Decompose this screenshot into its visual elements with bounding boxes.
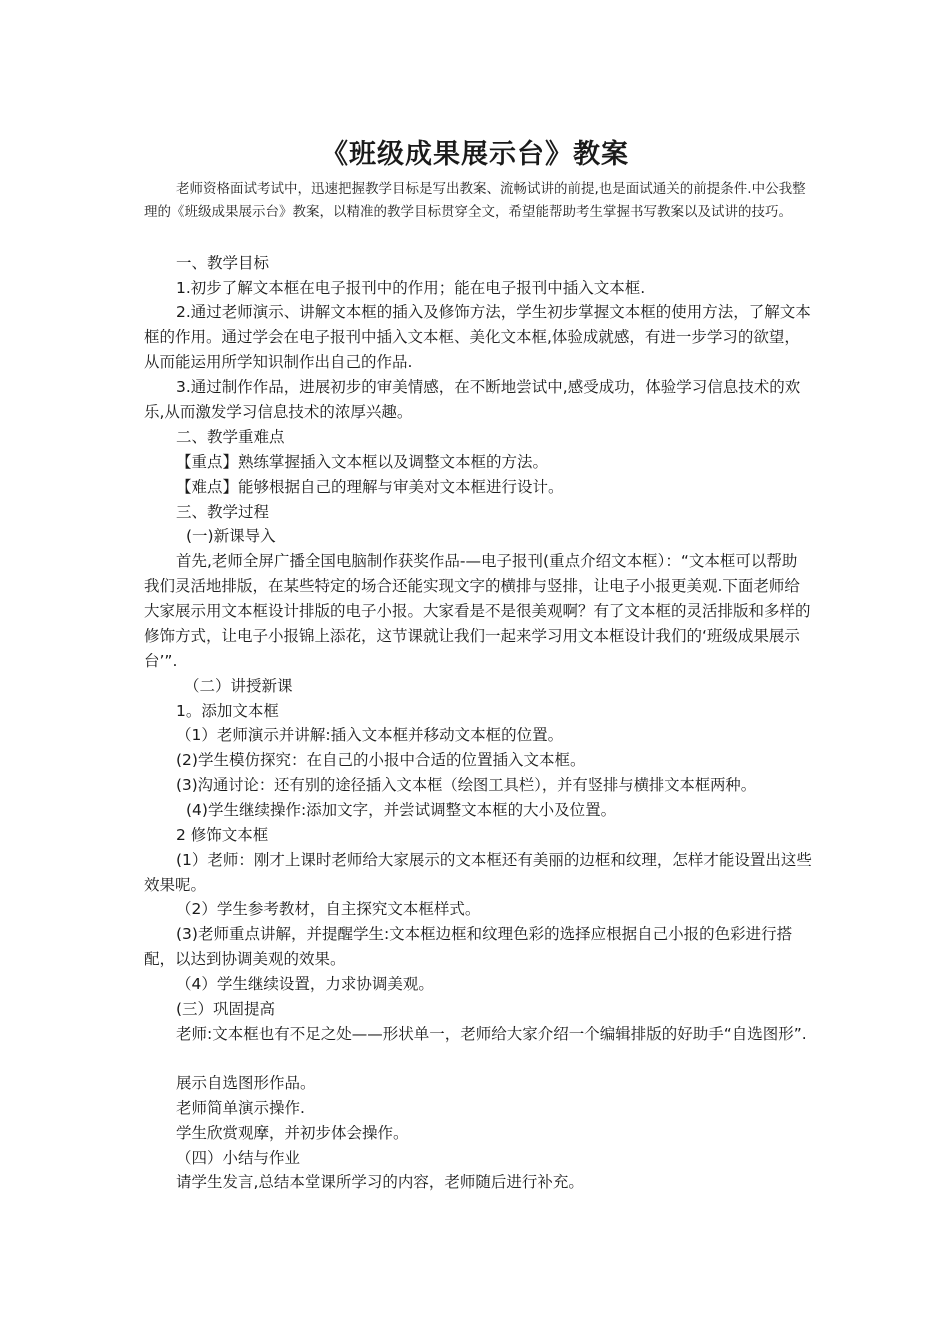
intro-text: 首先,老师全屏广播全国电脑制作获奖作品-—电子报刊(重点介绍文本框）：“文本框可以帮助我们灵活地排版，在某些特定的场合还能实现文字的横排与竖排，让电子小报更美观.下面老师给大家展示用文本框设计排版的电子小报。大家看是不是很美观啊？有了文本框的灵活排版和多样的修饰方式，让电子小报锦上添花，这节课就让我们一起来学习用文本框设计我们的‘班级成果展示台’”. <box>144 552 811 670</box>
consolidate-c: 学生欣赏观摩，并初步体会操作。 <box>176 1124 409 1142</box>
add-step-3: (3)沟通讨论：还有别的途径插入文本框（绘图工具栏），并有竖排与横排文本框两种。 <box>176 776 757 794</box>
summary-text: 请学生发言,总结本堂课所学习的内容，老师随后进行补充。 <box>176 1173 584 1191</box>
difficulty-point: 【难点】能够根据自己的理解与审美对文本框进行设计。 <box>176 478 564 496</box>
decorate-step-2: （2）学生参考教材，自主探究文本框样式。 <box>176 900 481 918</box>
subheading-new-lesson: （二）讲授新课 <box>184 677 293 695</box>
add-step-4: (4)学生继续操作:添加文字，并尝试调整文本框的大小及位置。 <box>186 801 617 819</box>
decorate-step-3: (3)老师重点讲解，并提醒学生:文本框边框和纹理色彩的选择应根据自己小报的色彩进行搭配，以达到协调美观的效果。 <box>144 925 793 968</box>
consolidate-text: 老师:文本框也有不足之处——形状单一，老师给大家介绍一个编辑排版的好助手“自选图形”. <box>176 1025 807 1043</box>
consolidate-a: 展示自选图形作品。 <box>176 1074 316 1092</box>
document-title: 《班级成果展示台》教案 <box>321 139 629 170</box>
section-heading-process: 三、教学过程 <box>176 503 270 521</box>
decorate-step-1: (1）老师：刚才上课时老师给大家展示的文本框还有美丽的边框和纹理，怎样才能设置出这些效果呢。 <box>144 851 812 894</box>
add-step-2: (2)学生模仿探究：在自己的小报中合适的位置插入文本框。 <box>176 751 586 769</box>
intro-paragraph: 老师资格面试考试中，迅速把握教学目标是写出教案、流畅试讲的前提,也是面试通关的前提条件.中公我整理的《班级成果展示台》教案，以精准的教学目标贯穿全文，希望能帮助考生掌握书写教案以及试讲的技巧。 <box>144 181 806 220</box>
decorate-textbox-heading: 2 修饰文本框 <box>176 826 269 844</box>
subheading-consolidate: (三）巩固提高 <box>176 1000 276 1018</box>
decorate-step-4: （4）学生继续设置，力求协调美观。 <box>176 975 434 993</box>
goal-1: 1.初步了解文本框在电子报刊中的作用；能在电子报刊中插入文本框. <box>176 279 646 297</box>
consolidate-b: 老师简单演示操作. <box>176 1099 305 1117</box>
subheading-intro: (一)新课导入 <box>186 527 276 545</box>
add-textbox-heading: 1。添加文本框 <box>176 702 279 720</box>
key-point: 【重点】熟练掌握插入文本框以及调整文本框的方法。 <box>176 453 549 471</box>
section-heading-goals: 一、教学目标 <box>176 254 270 272</box>
goal-2: 2.通过老师演示、讲解文本框的插入及修饰方法，学生初步掌握文本框的使用方法，了解文本框的作用。通过学会在电子报刊中插入文本框、美化文本框,体验成就感，有进一步学习的欲望，从而能运用所学知识制作出自己的作品. <box>144 303 811 371</box>
add-step-1: （1）老师演示并讲解:插入文本框并移动文本框的位置。 <box>176 726 564 744</box>
subheading-summary: （四）小结与作业 <box>176 1149 301 1167</box>
goal-3: 3.通过制作作品，进展初步的审美情感，在不断地尝试中,感受成功，体验学习信息技术的欢乐,从而激发学习信息技术的浓厚兴趣。 <box>144 378 801 421</box>
section-heading-key-points: 二、教学重难点 <box>176 428 285 446</box>
